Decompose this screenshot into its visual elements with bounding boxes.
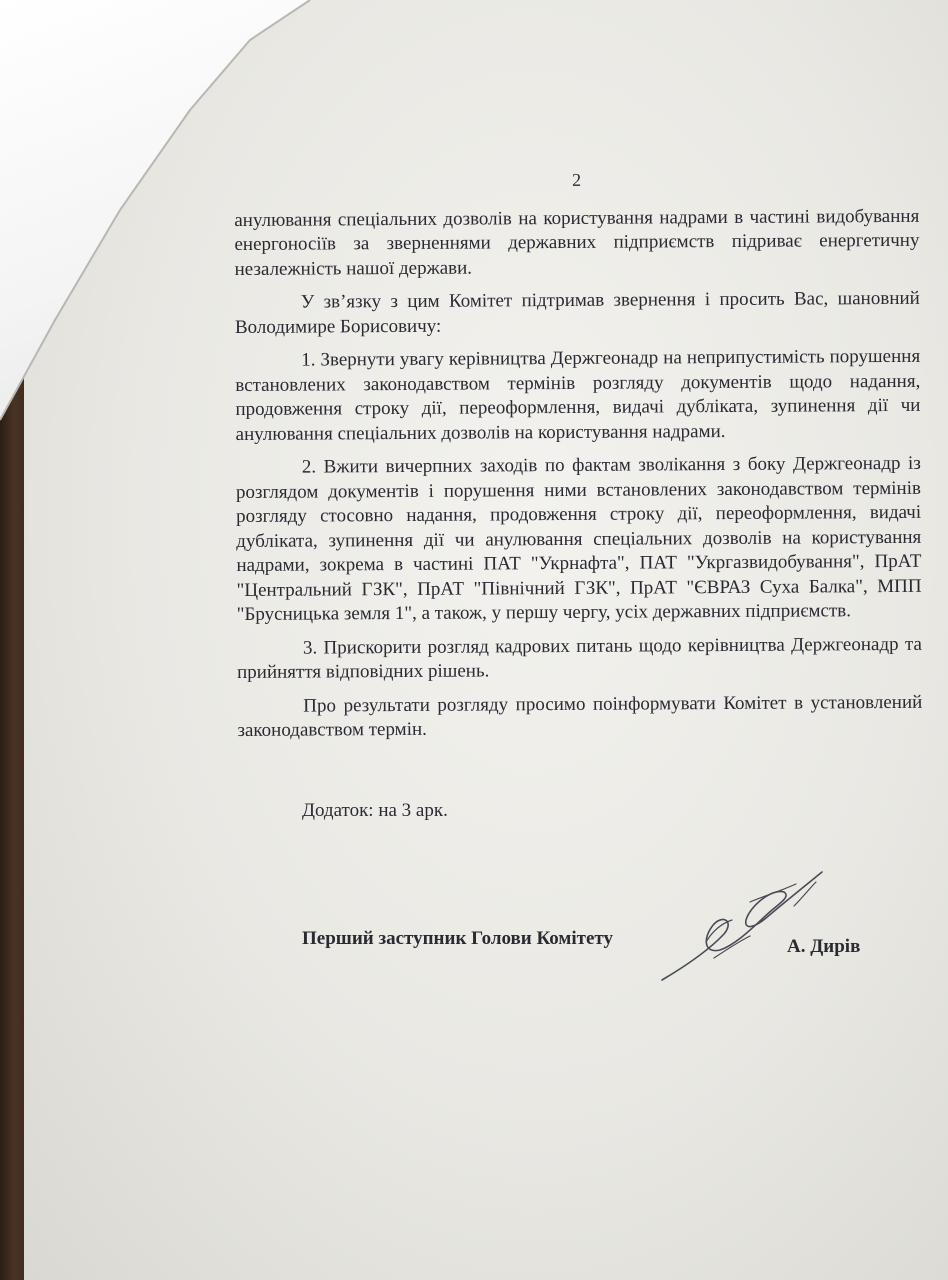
handwritten-signature xyxy=(654,862,834,987)
signatory-title: Перший заступник Голови Комітету xyxy=(302,928,614,949)
document-page xyxy=(24,0,948,1280)
list-item-1: 1. Звернути увагу керівництва Держгеонадр на неприпустимість порушення встановлених законодавством термінів розгляду документів щодо надання, продовження строку дії, переоформлення, видачі дубліката, зупинення дії чи анулювання спеціальних дозволів на користування надрами. xyxy=(235,345,921,445)
list-item-2: 2. Вжити вичерпних заходів по фактам зволікання з боку Держгеонадр із розглядом документів і порушення ними встановлених законодавством термінів розгляду стосовно надання, продовження строку дії, переоформлення, видачі дубліката, зупинення дії чи анулювання спеціальних дозволів на користування надрами, зокрема в частині ПАТ "Укрнафта", ПАТ "Укргазвидобування", ПрАТ "Центральний ГЗК", ПрАТ "Північний ГЗК", ПрАТ "ЄВРАЗ Суха Балка", МПП "Брусницька земля 1", а також, у першу чергу, усіх державних підприємств. xyxy=(235,452,922,625)
document-body xyxy=(234,166,923,753)
paragraph-request: У зв’язку з цим Комітет підтримав звернення і просить Вас, шановний Володимире Борисовичу: xyxy=(234,287,920,338)
list-item-3: 3. Прискорити розгляд кадрових питань щодо керівництва Держгеонадр та прийняття відповідних рішень. xyxy=(237,633,922,683)
page-number: 2 xyxy=(572,169,582,190)
signatory-name: А. Дирів xyxy=(787,936,861,957)
attachment-note: Додаток: на 3 арк. xyxy=(302,800,448,821)
paragraph-closing: Про результати розгляду просимо поінформувати Комітет в установлений законодавством термін. xyxy=(237,691,923,741)
paragraph-intro: анулювання спеціальних дозволів на користування надрами в частині видобування енергоносіїв за зверненнями державних підприємств підриває енергетичну незалежність нашої держави. xyxy=(234,205,920,280)
